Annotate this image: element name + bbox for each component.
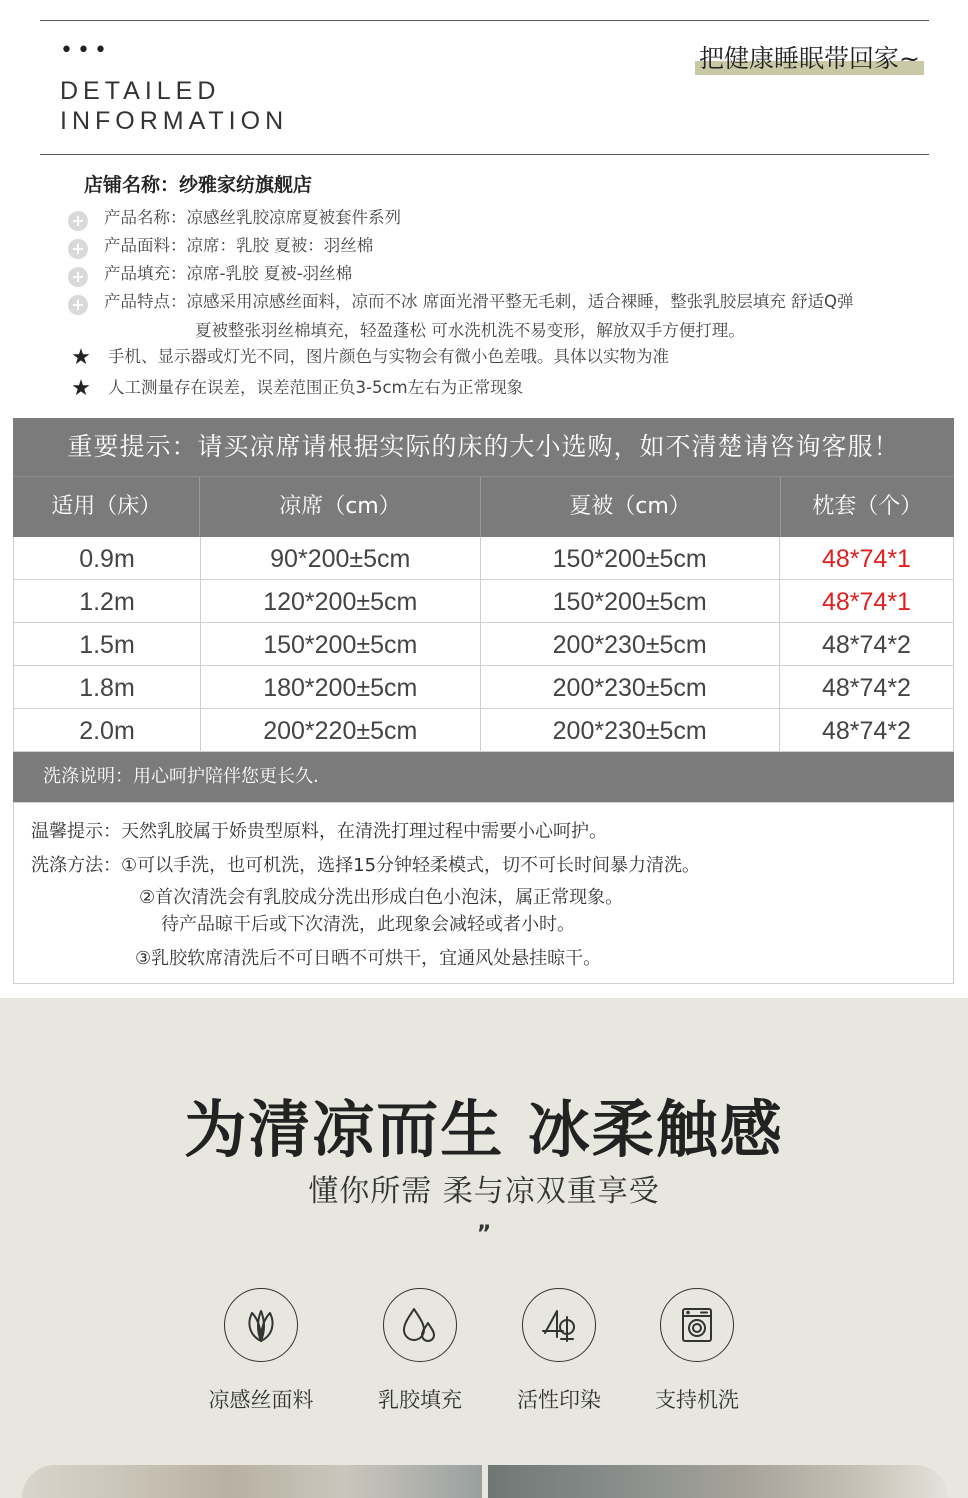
feature-label: 乳胶填充 [378,1388,462,1412]
wash-tip: 温馨提示：天然乳胶属于娇贵型原料，在清洗打理过程中需要小心呵护。 [31,821,607,842]
cell-bed: 1.2m [14,580,201,622]
promo-title: 为清凉而生 冰柔触感 [184,1093,784,1166]
cell-bed: 1.5m [14,623,201,665]
washing-instructions-bar: 洗涤说明：用心呵护陪伴您更长久. [13,752,954,802]
cell-pillowcase: 48*74*2 [821,631,911,659]
cell-bed: 1.8m [14,666,201,708]
info-features-continued: 夏被整张羽丝棉填充，轻盈蓬松 可水洗机洗不易变形，解放双手方便打理。 [195,321,745,340]
header-mat: 凉席（cm） [200,477,480,537]
wash-method-2b: 待产品晾干后或下次清洗，此现象会减轻或者小时。 [161,914,575,935]
feature-fabric [186,1288,336,1414]
cell-bed: 2.0m [14,709,201,751]
info-text: 产品名称：凉感丝乳胶凉席夏被套件系列 [104,208,401,227]
cell-quilt: 150*200±5cm [481,580,780,622]
cell-pillowcase: 48*74*2 [821,717,911,745]
dye-icon [522,1288,596,1362]
feature-dye [484,1288,634,1414]
plus-circle-icon: + [68,239,88,259]
info-row-features [68,289,853,315]
table-row [13,623,954,666]
size-table [13,418,954,984]
header-pillowcase: 枕套（个） [812,494,923,519]
washing-machine-icon [660,1288,734,1362]
wash-method-1: 洗涤方法：①可以手洗，也可机洗，选择15分钟轻柔模式，切不可长时间暴力清洗。 [31,855,701,876]
table-row [13,709,954,752]
star-icon: ★ [71,345,91,370]
table-row [13,580,954,623]
section-title-line2: INFORMATION [60,107,289,135]
feature-label: 凉感丝面料 [208,1388,314,1412]
important-notice: 重要提示：请买凉席请根据实际的床的大小选购，如不清楚请咨询客服！ [13,418,954,476]
header-divider [40,154,929,155]
feature-label: 活性印染 [517,1388,601,1412]
cell-pillowcase: 48*74*1 [821,545,911,573]
info-row-fabric [68,233,373,259]
cell-mat: 150*200±5cm [201,623,481,665]
droplets-icon [383,1288,457,1362]
wash-method-3: ③乳胶软席清洗后不可日晒不可烘干，宜通风处悬挂晾干。 [135,948,602,969]
table-header [13,476,954,537]
section-title-line1: DETAILED [60,77,221,105]
feature-machine-wash [622,1288,772,1414]
cell-pillowcase: 48*74*1 [821,588,911,616]
feature-latex [345,1288,495,1414]
product-photo-left [22,1465,482,1498]
info-row-filling [68,261,352,287]
top-divider [40,20,929,21]
plus-circle-icon: + [68,211,88,231]
feature-label: 支持机洗 [655,1388,739,1412]
promo-section [0,998,968,1498]
info-text: 产品面料：凉席：乳胶 夏被：羽丝棉 [104,236,374,255]
info-text: 产品填充：凉席-乳胶 夏被-羽丝棉 [104,264,353,283]
quote-mark: ” [476,1222,492,1247]
cell-quilt: 200*230±5cm [481,623,780,665]
info-row-product-name [68,205,401,231]
product-photo-right [488,1465,948,1498]
cell-bed: 0.9m [14,537,201,579]
cell-mat: 200*220±5cm [201,709,481,751]
note-row-color [68,344,669,371]
cell-mat: 90*200±5cm [201,537,481,579]
note-text: 人工测量存在误差，误差范围正负3-5cm左右为正常现象 [108,378,524,397]
leaf-icon [224,1288,298,1362]
cell-quilt: 200*230±5cm [481,709,780,751]
slogan: 把健康睡眠带回家~ [695,40,924,78]
promo-subtitle: 懂你所需 柔与凉双重享受 [308,1174,660,1209]
note-row-measure [68,375,523,402]
cell-quilt: 150*200±5cm [481,537,780,579]
cell-quilt: 200*230±5cm [481,666,780,708]
note-text: 手机、显示器或灯光不同，图片颜色与实物会有微小色差哦。具体以实物为准 [108,347,669,366]
wash-method-2a: ②首次清洗会有乳胶成分洗出形成白色小泡沫，属正常现象。 [139,887,624,908]
star-icon: ★ [71,376,91,401]
cell-mat: 120*200±5cm [201,580,481,622]
cell-pillowcase: 48*74*2 [821,674,911,702]
header-bed: 适用（床） [13,477,200,537]
cell-mat: 180*200±5cm [201,666,481,708]
dots-decoration: ••• [60,38,111,63]
washing-instructions-box [13,802,954,984]
plus-circle-icon: + [68,267,88,287]
store-name: 店铺名称：纱雅家纺旗舰店 [84,174,313,196]
table-row [13,666,954,709]
plus-circle-icon: + [68,295,88,315]
header-quilt: 夏被（cm） [481,477,781,537]
info-text: 产品特点：凉感采用凉感丝面料，凉而不冰 席面光滑平整无毛刺，适合裸睡，整张乳胶层填充 舒适Q弹 [104,292,854,311]
section-title [60,76,288,136]
table-row [13,537,954,580]
